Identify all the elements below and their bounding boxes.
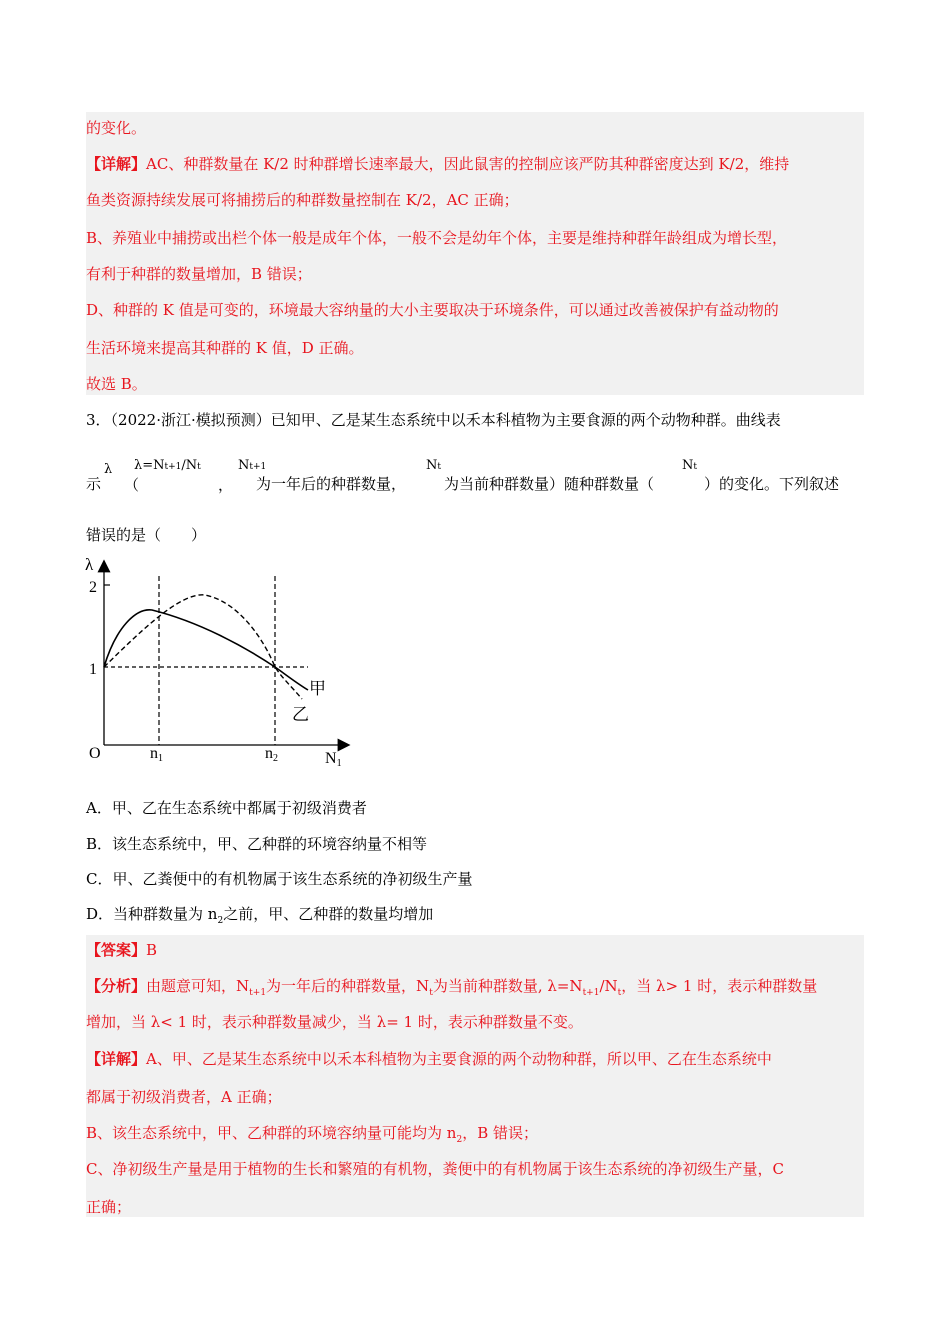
n-t-symbol: Nt [426, 458, 441, 473]
answer-value: B [146, 941, 158, 959]
detail-line4: C、净初级生产量是用于植物的生长和繁殖的有机物，粪便中的有机物属于该生态系统的净初级生产量，C [86, 1160, 784, 1178]
option-c: C．甲、乙粪便中的有机物属于该生态系统的净初级生产量 [86, 870, 473, 888]
block1-line8: 故选 B。 [86, 375, 147, 393]
lambda-graph [80, 552, 360, 767]
question-stem-line1: 3．（2022·浙江·模拟预测）已知甲、乙是某生态系统中以禾本科植物为主要食源的两个动物种群。曲线表 [86, 411, 781, 429]
option-a: A．甲、乙在生态系统中都属于初级消费者 [86, 799, 367, 817]
y-tick-1: 1 [89, 661, 97, 678]
option-d: D．当种群数量为 $n_2$之前，甲、乙种群的数量均增加 [86, 905, 434, 926]
x-tick-n1: n1 [150, 745, 163, 764]
curve-yi [104, 595, 302, 699]
block1-line5: 有利于种群的数量增加，B 错误； [86, 265, 312, 283]
block1-line3: 鱼类资源持续发展可将捕捞后的种群数量控制在 K/2，AC 正确； [86, 191, 519, 209]
comma: ， [218, 476, 234, 494]
analysis-line2: 增加，当 λ< 1 时，表示种群数量减少，当 λ= 1 时，表示种群数量不变。 [86, 1013, 583, 1031]
option-b: B．该生态系统中，甲、乙种群的环境容纳量不相等 [86, 835, 428, 853]
detail-tag-2: 【详解】 [86, 1050, 147, 1068]
curve-jia-label: 甲 [309, 679, 326, 698]
x-tick-n2: n2 [265, 745, 278, 764]
x-axis-label: N1 [325, 750, 342, 767]
origin-label: O [89, 745, 101, 762]
block1-line7: 生活环境来提高其种群的 K 值，D 正确。 [86, 339, 364, 357]
question-stem-line3: 错误的是（ ） [86, 526, 207, 544]
y-tick-2: 2 [89, 579, 97, 596]
lambda-formula: λ=Nt+1/Nt [134, 458, 201, 473]
y-axis-label: λ [85, 555, 94, 574]
question-desc2: 为当前种群数量）随种群数量（ [444, 475, 655, 493]
answer-line [86, 940, 157, 960]
analysis-line1: 【分析】由题意可知，$N_{t+1}$为一年后的种群数量，$N_t$为当前种群数量, $\lambda=N_{t+1}/N_t$，当 λ> 1 时，表示种群数量 [86, 977, 818, 998]
curve-yi-label: 乙 [292, 705, 309, 724]
analysis-tag: 【分析】 [86, 977, 147, 995]
curve-jia [104, 610, 308, 690]
detail-line2: 都属于初级消费者，A 正确； [86, 1088, 282, 1106]
detail-line5: 正确； [86, 1198, 132, 1216]
answer-tag: 【答案】 [86, 941, 147, 959]
detail-line3: B、该生态系统中，甲、乙种群的环境容纳量可能均为 $n_2$，B 错误； [86, 1124, 538, 1145]
question-desc3: ）的变化。下列叙述 [704, 475, 840, 493]
n-t1-symbol: Nt+1 [238, 458, 267, 473]
detail-tag: 【详解】 [86, 155, 147, 173]
block1-line1: 的变化。 [86, 119, 147, 137]
detail-line1: 【详解】A、甲、乙是某生态系统中以禾本科植物为主要食源的两个动物种群，所以甲、乙在生态系统中 [86, 1050, 772, 1068]
block1-line2: 【详解】AC、种群数量在 K/2 时种群增长速率最大，因此鼠害的控制应该严防其种群密度达到 K/2，维持 [86, 155, 790, 173]
block1-line4: B、养殖业中捕捞或出栏个体一般是成年个体，一般不会是幼年个体，主要是维持种群年龄组成为增长型， [86, 229, 788, 247]
block1-line6: D、种群的 K 值是可变的，环境最大容纳量的大小主要取决于环境条件，可以通过改善被保护有益动物的 [86, 301, 779, 319]
n-t2-symbol: Nt [682, 458, 697, 473]
paren-open: （ [124, 476, 140, 494]
question-desc1: 为一年后的种群数量， [256, 475, 407, 493]
lambda-symbol: λ [104, 462, 113, 477]
question-stem-line2-a: 示 [86, 475, 102, 493]
